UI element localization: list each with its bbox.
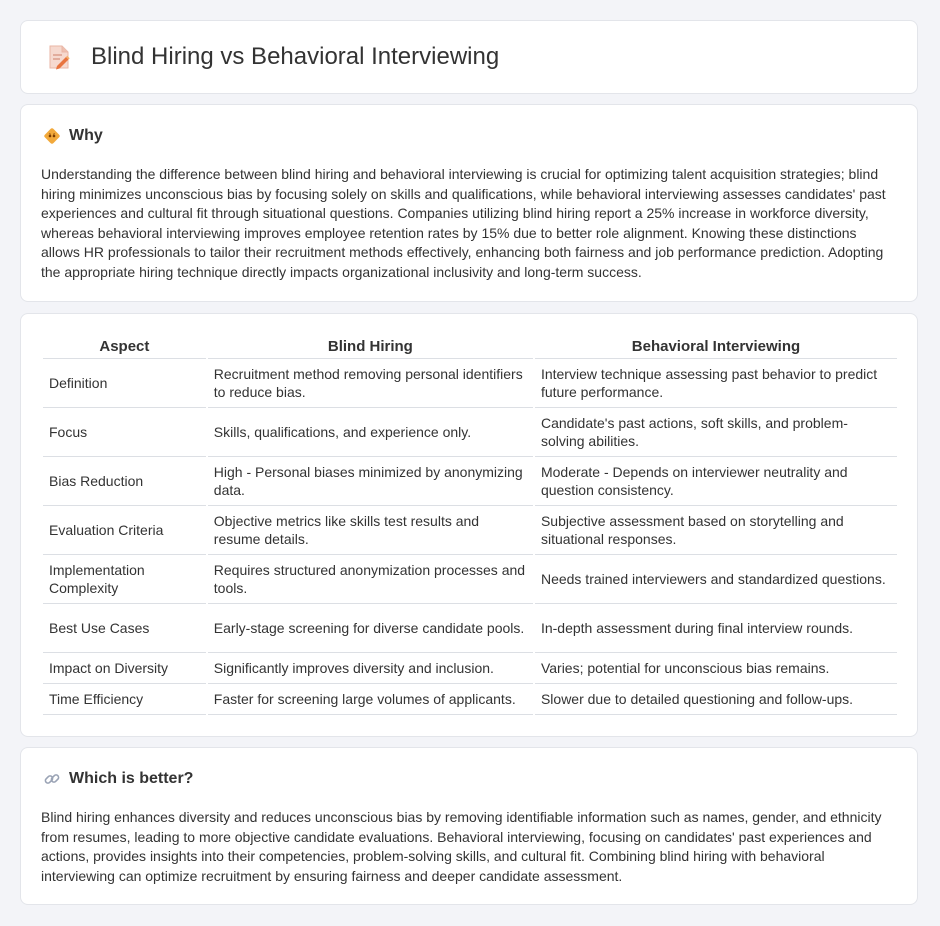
row-aspect: Impact on Diversity <box>43 653 206 684</box>
row-blind-hiring: Recruitment method removing personal identifiers to reduce bias. <box>208 359 533 408</box>
row-aspect: Evaluation Criteria <box>43 506 206 555</box>
row-aspect: Definition <box>43 359 206 408</box>
row-aspect: Focus <box>43 408 206 457</box>
title-card <box>20 20 918 94</box>
comparison-card <box>20 313 918 737</box>
header-blind-hiring: Blind Hiring <box>208 334 533 359</box>
table-row <box>43 604 897 653</box>
row-behavioral: In-depth assessment during final interview rounds. <box>535 604 897 653</box>
row-blind-hiring: Requires structured anonymization processes and tools. <box>208 555 533 604</box>
table-row <box>43 408 897 457</box>
row-behavioral: Subjective assessment based on storytelling and situational responses. <box>535 506 897 555</box>
row-behavioral: Varies; potential for unconscious bias remains. <box>535 653 897 684</box>
comparison-table <box>41 334 899 715</box>
why-title: Why <box>69 127 103 144</box>
page-title: Blind Hiring vs Behavioral Interviewing <box>91 43 500 70</box>
table-row <box>43 555 897 604</box>
row-blind-hiring: Faster for screening large volumes of applicants. <box>208 684 533 715</box>
row-blind-hiring: Early-stage screening for diverse candidate pools. <box>208 604 533 653</box>
table-row <box>43 506 897 555</box>
row-behavioral: Candidate's past actions, soft skills, and problem-solving abilities. <box>535 408 897 457</box>
row-blind-hiring: Skills, qualifications, and experience only. <box>208 408 533 457</box>
why-section <box>20 104 918 302</box>
row-blind-hiring: Objective metrics like skills test results and resume details. <box>208 506 533 555</box>
table-header-row <box>43 334 897 359</box>
table-row <box>43 653 897 684</box>
row-aspect: Bias Reduction <box>43 457 206 506</box>
row-aspect: Implementation Complexity <box>43 555 206 604</box>
link-icon <box>43 770 61 788</box>
better-title: Which is better? <box>69 770 194 787</box>
row-behavioral: Moderate - Depends on interviewer neutrality and question consistency. <box>535 457 897 506</box>
table-row <box>43 457 897 506</box>
row-aspect: Best Use Cases <box>43 604 206 653</box>
row-behavioral: Interview technique assessing past behavior to predict future performance. <box>535 359 897 408</box>
document-edit-icon <box>47 43 71 71</box>
table-row <box>43 359 897 408</box>
why-text: Understanding the difference between blind hiring and behavioral interviewing is crucial for optimizing talent acquisition strategies; blind hiring minimizes unconscious bias by focusing solely on skills and qualifications, while behavioral interviewing assesses candidates' past experiences and cultural fit through situational questions. Companies utilizing blind hiring report a 25% increase in workforce diversity, whereas behavioral interviewing improves employee retention rates by 15% due to better role alignment. Knowing these distinctions allows HR professionals to tailor their recruitment methods effectively, enhancing both fairness and job performance prediction. Adopting the appropriate hiring technique directly impacts organizational inclusivity and long-term success. <box>41 166 886 280</box>
row-blind-hiring: Significantly improves diversity and inclusion. <box>208 653 533 684</box>
better-text: Blind hiring enhances diversity and reduces unconscious bias by removing identifiable information such as names, gender, and ethnicity from resumes, leading to more objective candidate evaluations. Behavioral interviewing, focusing on candidates' past experiences and actions, provides insights into their competencies, problem-solving skills, and cultural fit. Combining blind hiring with behavioral interviewing can optimize recruitment by ensuring fairness and deeper candidate assessment. <box>41 809 882 884</box>
row-aspect: Time Efficiency <box>43 684 206 715</box>
row-blind-hiring: High - Personal biases minimized by anonymizing data. <box>208 457 533 506</box>
header-aspect: Aspect <box>43 334 206 359</box>
row-behavioral: Needs trained interviewers and standardized questions. <box>535 555 897 604</box>
table-row <box>43 684 897 715</box>
row-behavioral: Slower due to detailed questioning and follow-ups. <box>535 684 897 715</box>
which-is-better-section <box>20 747 918 905</box>
header-behavioral-interviewing: Behavioral Interviewing <box>535 334 897 359</box>
sparkle-badge-icon <box>43 127 61 145</box>
